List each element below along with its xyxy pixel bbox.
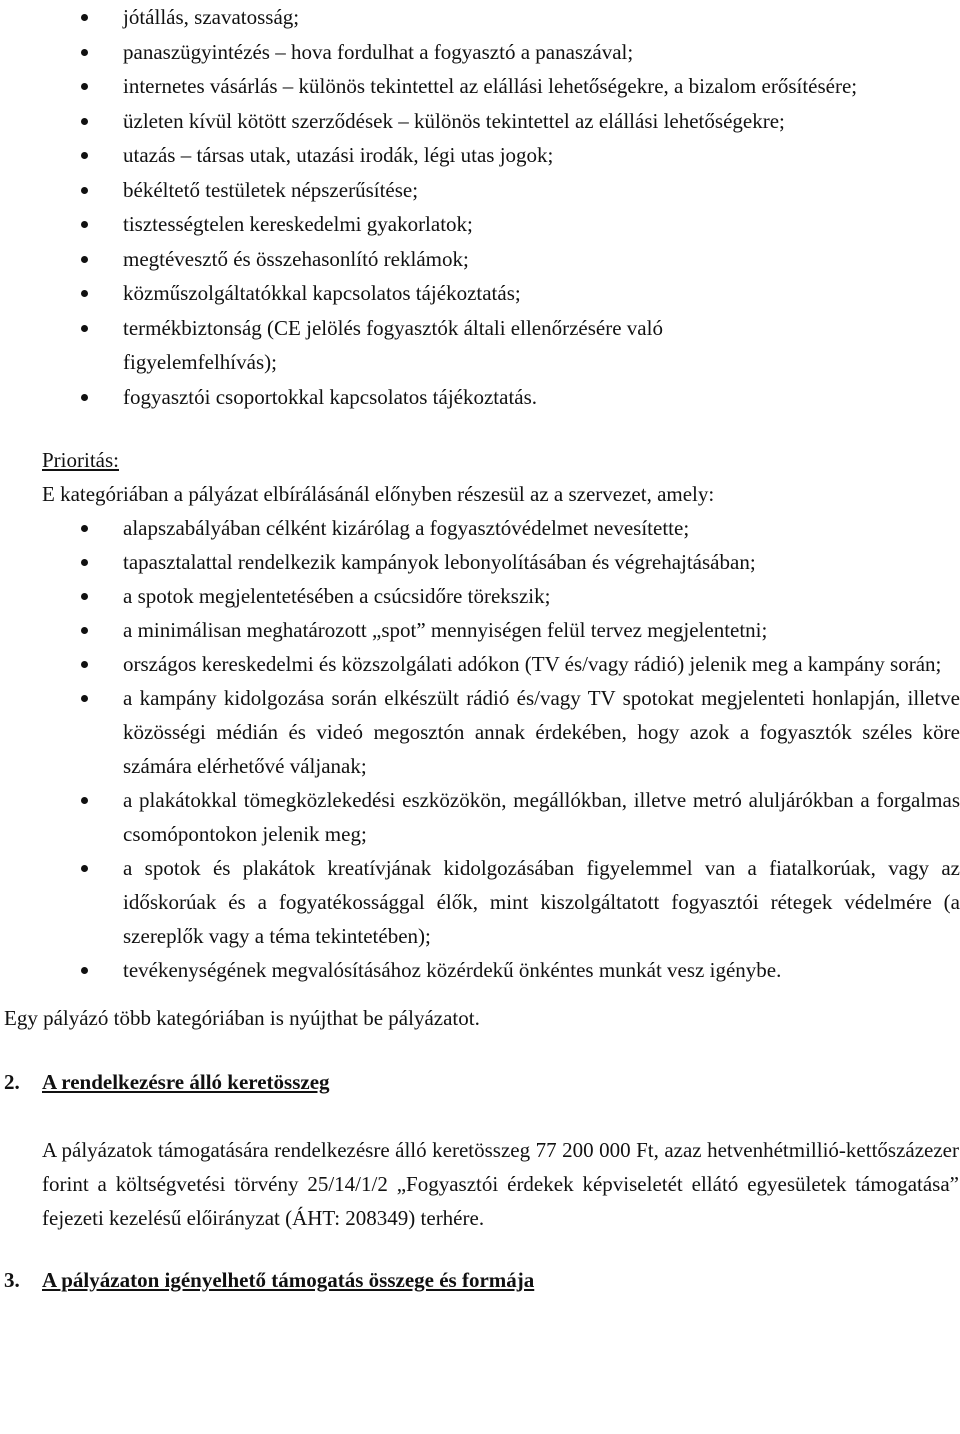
list-item: jótállás, szavatosság;	[123, 0, 960, 35]
list-item: a spotok megjelentetésében a csúcsidőre törekszik;	[123, 579, 960, 613]
section-heading-2	[4, 1065, 960, 1099]
bullet-icon	[81, 627, 88, 634]
list-item: a plakátokkal tömegközlekedési eszközökön, megállókban, illetve metró aluljárókban a forgalmas csomópontokon jelenik meg;	[123, 783, 960, 851]
list-item: a minimálisan meghatározott „spot” mennyiségen felül tervez megjelentetni;	[123, 613, 960, 647]
list-item: a spotok és plakátok kreatívjának kidolgozásában figyelemmel van a fiatalkorúak, vagy az időskorúak és a fogyatékossággal élők, mint kiszolgáltatott fogyasztói rétegek védelmére (a szereplők vagy a téma tekintetében);	[123, 851, 960, 953]
bullet-icon	[81, 325, 88, 332]
bullet-icon	[81, 49, 88, 56]
list-item: békéltető testületek népszerűsítése;	[123, 173, 960, 208]
priority-list	[0, 511, 960, 987]
priority-title: Prioritás:	[42, 448, 119, 472]
list-item: utazás – társas utak, utazási irodák, légi utas jogok;	[123, 138, 960, 173]
bullet-icon	[81, 118, 88, 125]
section-title: A rendelkezésre álló keretösszeg	[42, 1070, 330, 1094]
list-item: közműszolgáltatókkal kapcsolatos tájékoztatás;	[123, 276, 960, 311]
list-item: országos kereskedelmi és közszolgálati adókon (TV és/vagy rádió) jelenik meg a kampány során;	[123, 647, 960, 681]
bullet-icon	[81, 593, 88, 600]
list-item: üzleten kívül kötött szerződések – különös tekintettel az elállási lehetőségekre;	[123, 104, 960, 139]
section-title: A pályázaton igényelhető támogatás összege és formája	[42, 1268, 535, 1292]
bullet-icon	[81, 290, 88, 297]
bullet-icon	[81, 394, 88, 401]
section-paragraph: A pályázatok támogatására rendelkezésre álló keretösszeg 77 200 000 Ft, azaz hetvenhétmillió-kettőszázezer forint a költségvetési törvény 25/14/1/2 „Fogyasztói érdekek képviseletét ellátó egyesületek támogatása” fejezeti kezelésű előirányzat (ÁHT: 208349) terhére.	[42, 1138, 959, 1230]
bullet-icon	[81, 661, 88, 668]
bullet-icon	[81, 865, 88, 872]
list-item: internetes vásárlás – különös tekintettel az elállási lehetőségekre, a bizalom erősítésére;	[123, 69, 900, 104]
priority-intro: E kategóriában a pályázat elbírálásánál előnyben részesül az a szervezet, amely:	[42, 482, 715, 506]
section-number: 3.	[4, 1268, 20, 1292]
bullet-icon	[81, 797, 88, 804]
bullet-icon	[81, 187, 88, 194]
bullet-icon	[81, 695, 88, 702]
list-item: termékbiztonság (CE jelölés fogyasztók általi ellenőrzésére való figyelemfelhívás);	[123, 311, 780, 380]
list-item: panaszügyintézés – hova fordulhat a fogyasztó a panaszával;	[123, 35, 960, 70]
list-item: tisztességtelen kereskedelmi gyakorlatok;	[123, 207, 960, 242]
bullet-icon	[81, 559, 88, 566]
bullet-icon	[81, 256, 88, 263]
section-number: 2.	[4, 1070, 20, 1094]
list-item: megtévesztő és összehasonlító reklámok;	[123, 242, 960, 277]
topic-list	[0, 0, 960, 414]
bullet-icon	[81, 83, 88, 90]
bullet-icon	[81, 525, 88, 532]
section-heading-3	[4, 1263, 960, 1297]
note-paragraph: Egy pályázó több kategóriában is nyújthat be pályázatot.	[4, 1006, 480, 1030]
bullet-icon	[81, 14, 88, 21]
list-item: tevékenységének megvalósításához közérdekű önkéntes munkát vesz igénybe.	[123, 953, 960, 987]
list-item: fogyasztói csoportokkal kapcsolatos tájékoztatás.	[123, 380, 960, 415]
list-item: tapasztalattal rendelkezik kampányok lebonyolításában és végrehajtásában;	[123, 545, 960, 579]
list-item: alapszabályában célként kizárólag a fogyasztóvédelmet nevesítette;	[123, 511, 960, 545]
bullet-icon	[81, 221, 88, 228]
bullet-icon	[81, 967, 88, 974]
bullet-icon	[81, 152, 88, 159]
list-item: a kampány kidolgozása során elkészült rádió és/vagy TV spotokat megjelenteti honlapján, illetve közösségi médián és videó megosztón annak érdekében, hogy azok a fogyasztók széles köre számára elérhetővé váljanak;	[123, 681, 960, 783]
